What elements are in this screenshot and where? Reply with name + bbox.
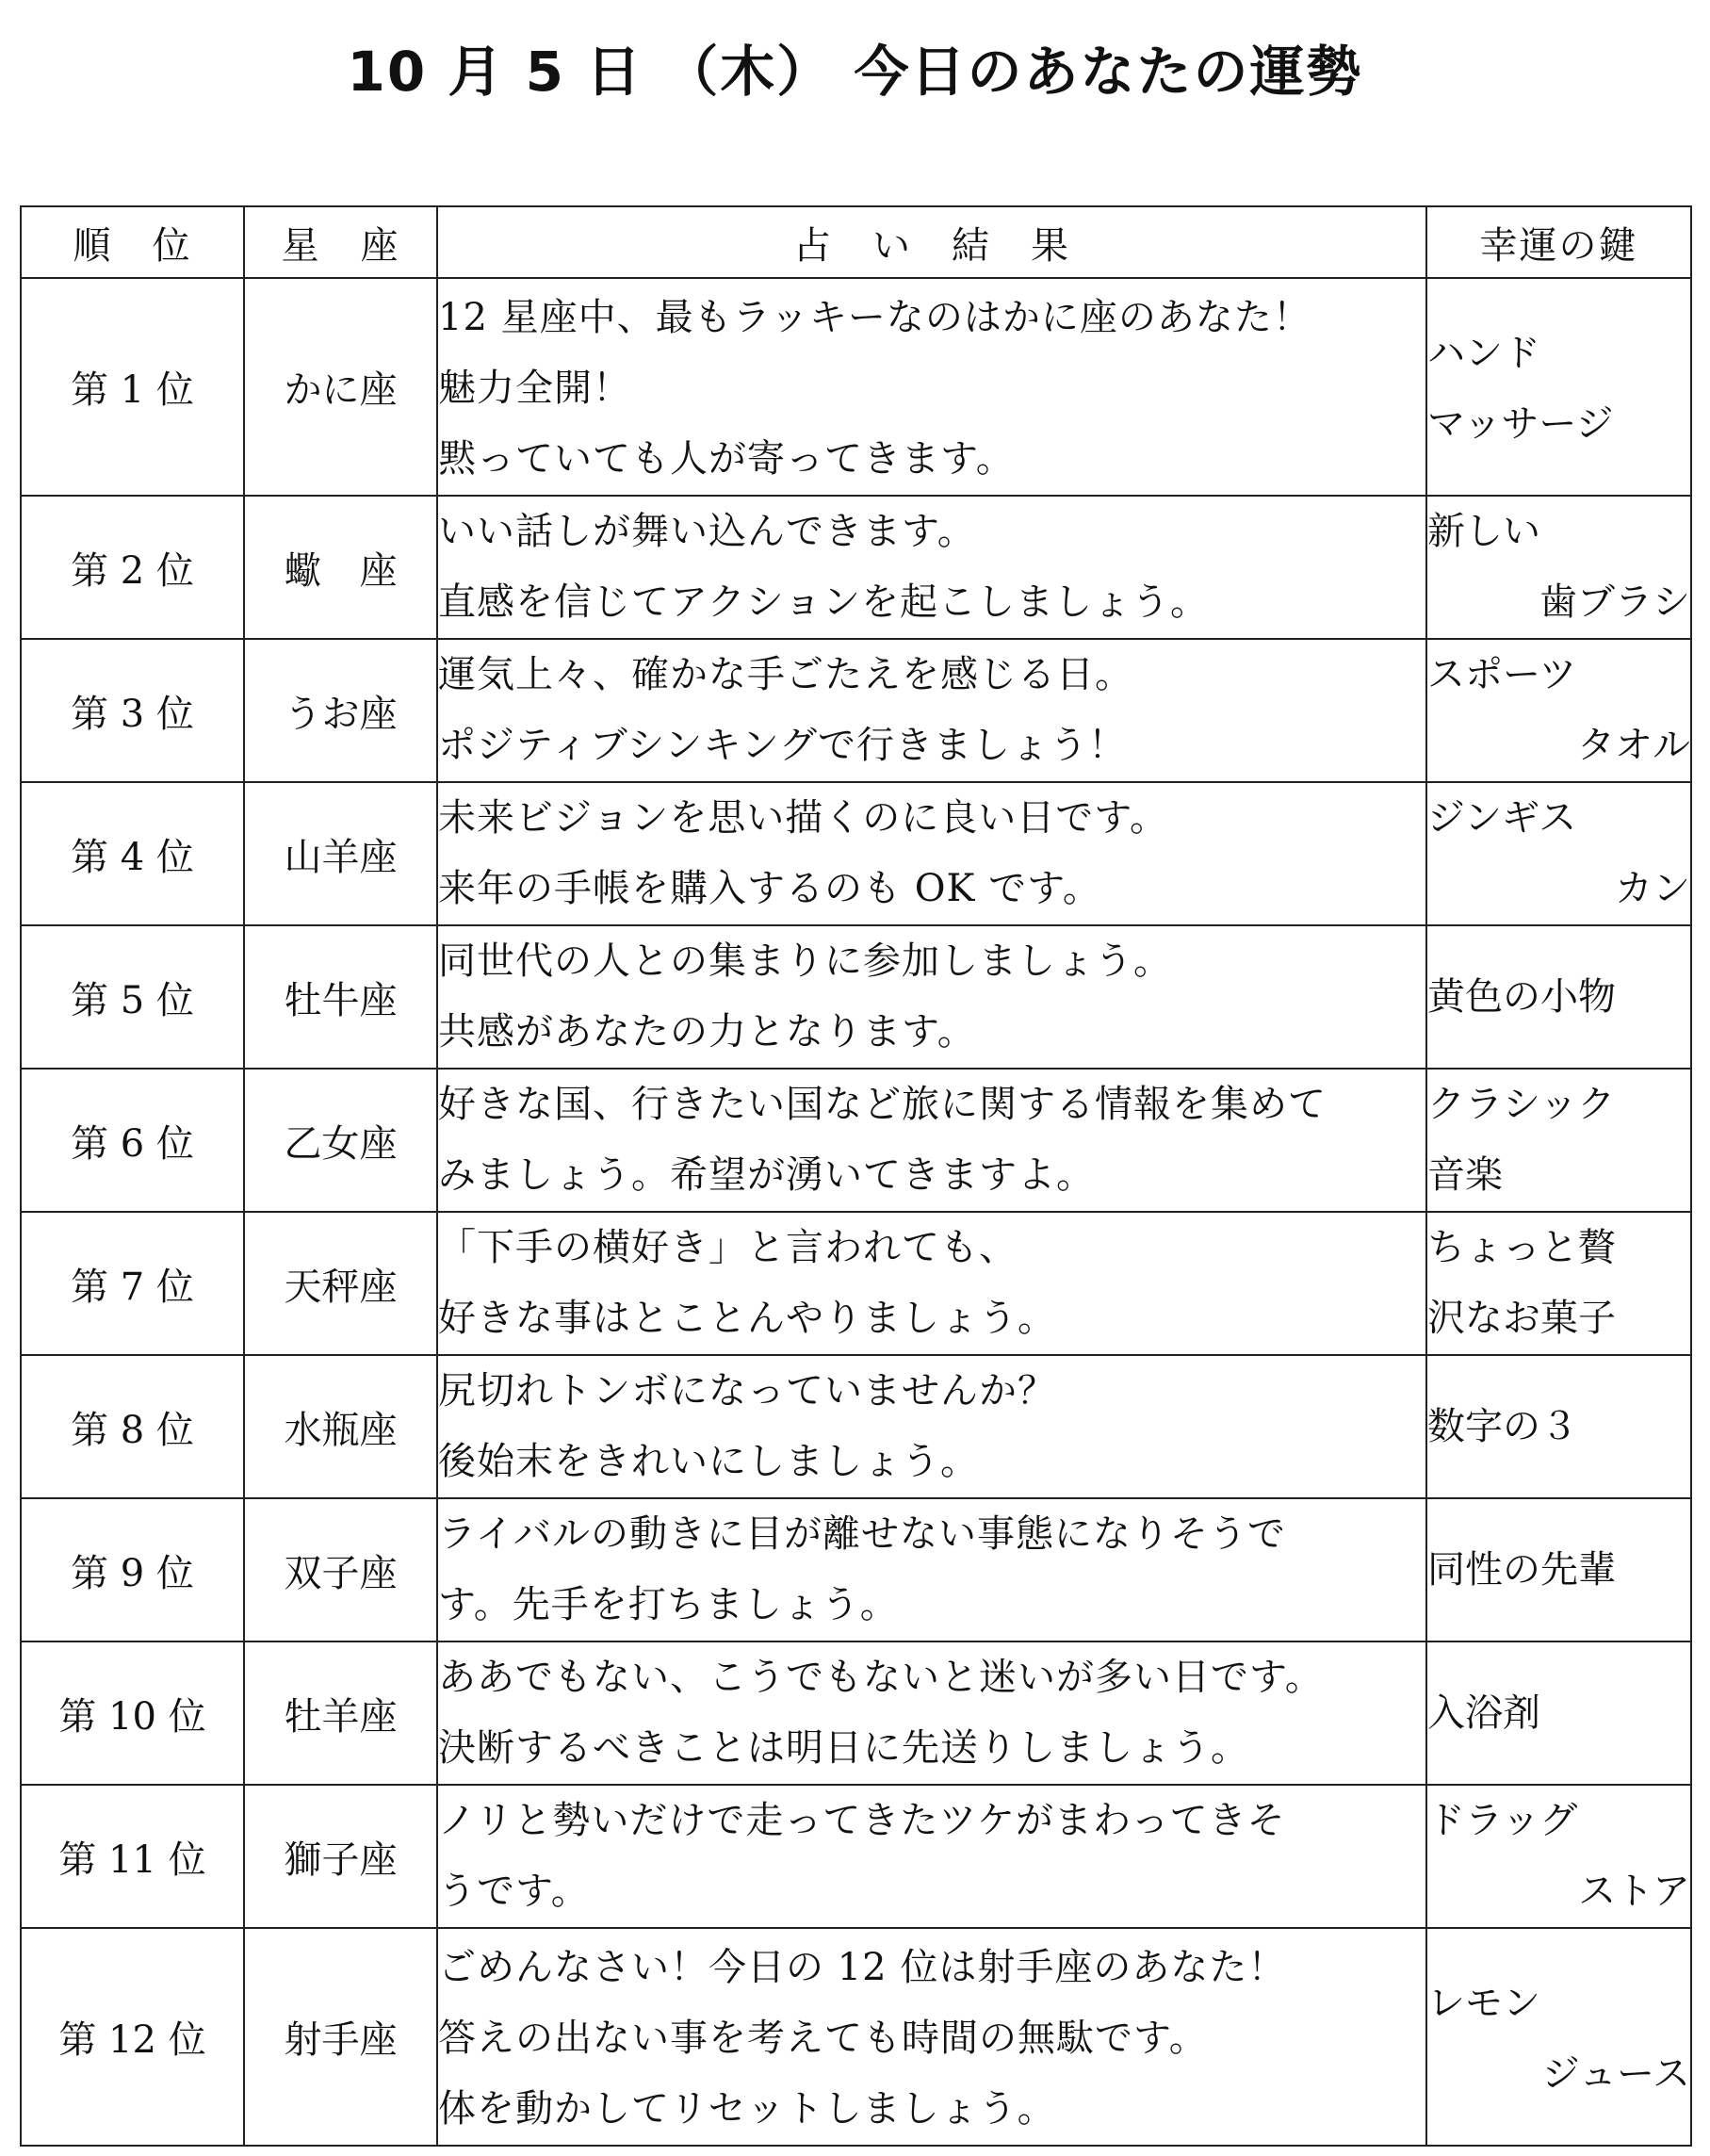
- table-row: [21, 1785, 1691, 1928]
- result-line: ポジティブシンキングで行きましょう！: [438, 724, 1127, 767]
- header-row: [21, 206, 1691, 278]
- key-line: 歯ブラシ: [1539, 580, 1690, 624]
- key-line: スポーツ: [1427, 653, 1577, 696]
- sign-cell: 水瓶座: [244, 1355, 437, 1498]
- rank-cell: 第 1 位: [21, 278, 244, 496]
- result-line: 黙っていても人が寄ってきます。: [438, 437, 1015, 481]
- table-row: [21, 925, 1691, 1069]
- key-cell: [1426, 1212, 1691, 1355]
- result-line: 運気上々、確かな手ごたえを感じる日。: [438, 653, 1133, 696]
- result-line: みましょう。希望が湧いてきますよ。: [438, 1153, 1095, 1197]
- key-line: ハンド: [1427, 331, 1540, 375]
- table-row: [21, 1498, 1691, 1642]
- key-line: 入浴剤: [1427, 1690, 1540, 1735]
- result-cell: [437, 925, 1426, 1069]
- sign-cell: 蠍 座: [244, 496, 437, 639]
- table-row: [21, 1069, 1691, 1212]
- rank-cell: 第 9 位: [21, 1498, 244, 1642]
- key-cell: [1426, 278, 1691, 496]
- sign-cell: 天秤座: [244, 1212, 437, 1355]
- header-result: 占 い 結 果: [437, 206, 1426, 278]
- result-line: 後始末をきれいにしましょう。: [438, 1440, 979, 1483]
- page-title: 10 月 5 日 （木） 今日のあなたの運勢: [347, 40, 1363, 104]
- result-line: 魅力全開！: [438, 367, 631, 410]
- rank-cell: 第 5 位: [21, 925, 244, 1069]
- result-cell: [437, 1498, 1426, 1642]
- key-cell: [1426, 925, 1691, 1069]
- header-sign: 星 座: [244, 206, 437, 278]
- rank-cell: 第 4 位: [21, 782, 244, 925]
- result-line: ライバルの動きに目が離せない事態になりそうで: [438, 1512, 1286, 1556]
- key-line: マッサージ: [1427, 401, 1614, 446]
- key-line: ドラッグ: [1427, 1799, 1578, 1842]
- sign-cell: 双子座: [244, 1498, 437, 1642]
- result-line: 体を動かしてリセットしましょう。: [438, 2087, 1056, 2131]
- key-line: ストア: [1578, 1870, 1690, 1913]
- result-line: 好きな国、行きたい国など旅に関する情報を集めて: [438, 1083, 1327, 1126]
- result-line: 同世代の人との集まりに参加しましょう。: [438, 939, 1172, 983]
- key-line: ジュース: [1541, 2051, 1690, 2096]
- result-line: 「下手の横好き」と言われても、: [438, 1226, 1018, 1269]
- result-line: ごめんなさい！今日の 12 位は射手座のあなた！: [438, 1946, 1287, 1989]
- key-line: 沢なお菓子: [1427, 1297, 1616, 1340]
- sign-cell: うお座: [244, 639, 437, 782]
- result-line: ノリと勢いだけで走ってきたツケがまわってきそ: [438, 1799, 1286, 1842]
- result-cell: [437, 278, 1426, 496]
- result-line: 12 星座中、最もラッキーなのはかに座のあなた！: [438, 296, 1311, 339]
- rank-cell: 第 11 位: [21, 1785, 244, 1928]
- key-line: 数字の３: [1427, 1404, 1578, 1448]
- result-cell: [437, 1212, 1426, 1355]
- result-line: 尻切れトンボになっていませんか？: [438, 1369, 1056, 1413]
- key-line: クラシック: [1427, 1083, 1616, 1126]
- result-cell: [437, 1069, 1426, 1212]
- result-line: 共感があなたの力となります。: [438, 1010, 976, 1054]
- table-row: [21, 496, 1691, 639]
- sign-cell: 射手座: [244, 1928, 437, 2146]
- table-row: [21, 782, 1691, 925]
- result-line: ああでもない、こうでもないと迷いが多い日です。: [438, 1656, 1324, 1699]
- sign-cell: 牡牛座: [244, 925, 437, 1069]
- result-line: 来年の手帳を購入するのも OK です。: [438, 867, 1101, 910]
- key-cell: [1426, 1355, 1691, 1498]
- table-row: [21, 1642, 1691, 1785]
- table-row: [21, 1928, 1691, 2146]
- rank-cell: 第 2 位: [21, 496, 244, 639]
- table-row: [21, 639, 1691, 782]
- fortune-table: [20, 205, 1692, 2147]
- table-row: [21, 278, 1691, 496]
- result-cell: [437, 782, 1426, 925]
- rank-cell: 第 7 位: [21, 1212, 244, 1355]
- key-cell: [1426, 782, 1691, 925]
- sign-cell: 山羊座: [244, 782, 437, 925]
- result-line: 決断するべきことは明日に先送りしましょう。: [438, 1726, 1249, 1770]
- rank-cell: 第 6 位: [21, 1069, 244, 1212]
- result-line: 好きな事はとことんやりましょう。: [438, 1297, 1056, 1340]
- key-line: レモン: [1427, 1981, 1540, 2025]
- key-cell: [1426, 1642, 1691, 1785]
- result-line: す。先手を打ちましょう。: [438, 1583, 899, 1626]
- result-cell: [437, 1642, 1426, 1785]
- result-cell: [437, 639, 1426, 782]
- rank-cell: 第 10 位: [21, 1642, 244, 1785]
- key-line: 同性の先輩: [1427, 1547, 1616, 1592]
- key-cell: [1426, 1928, 1691, 2146]
- key-line: 音楽: [1427, 1153, 1503, 1197]
- key-line: 新しい: [1427, 510, 1540, 553]
- key-cell: [1426, 1069, 1691, 1212]
- table-row: [21, 1212, 1691, 1355]
- sign-cell: 乙女座: [244, 1069, 437, 1212]
- rank-cell: 第 12 位: [21, 1928, 244, 2146]
- result-line: 直感を信じてアクションを起こしましょう。: [438, 580, 1209, 624]
- key-line: カン: [1615, 867, 1690, 910]
- sign-cell: かに座: [244, 278, 437, 496]
- key-cell: [1426, 639, 1691, 782]
- rank-cell: 第 3 位: [21, 639, 244, 782]
- result-line: 未来ビジョンを思い描くのに良い日です。: [438, 796, 1168, 840]
- sign-cell: 獅子座: [244, 1785, 437, 1928]
- key-cell: [1426, 1785, 1691, 1928]
- key-line: ジンギス: [1427, 796, 1577, 840]
- table-row: [21, 1355, 1691, 1498]
- result-line: 答えの出ない事を考えても時間の無駄です。: [438, 2017, 1208, 2060]
- result-cell: [437, 1355, 1426, 1498]
- key-line: ちょっと贅: [1427, 1226, 1616, 1269]
- key-line: タオル: [1577, 724, 1690, 767]
- result-cell: [437, 496, 1426, 639]
- rank-cell: 第 8 位: [21, 1355, 244, 1498]
- result-line: いい話しが舞い込んできます。: [438, 510, 976, 553]
- sign-cell: 牡羊座: [244, 1642, 437, 1785]
- header-key: 幸運の鍵: [1426, 206, 1691, 278]
- result-cell: [437, 1928, 1426, 2146]
- key-line: 黄色の小物: [1427, 974, 1616, 1019]
- key-cell: [1426, 1498, 1691, 1642]
- header-rank: 順 位: [21, 206, 244, 278]
- result-cell: [437, 1785, 1426, 1928]
- result-line: うです。: [438, 1870, 590, 1913]
- key-cell: [1426, 496, 1691, 639]
